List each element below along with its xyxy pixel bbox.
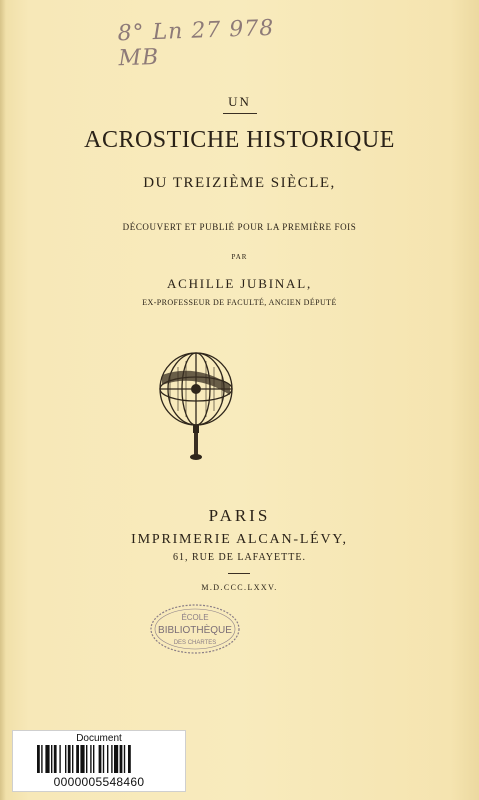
barcode-title: Document <box>76 733 122 744</box>
title-article: UN <box>228 94 251 109</box>
imprint-rule <box>228 573 250 574</box>
page-spine-shadow <box>0 0 6 800</box>
barcode-label <box>12 730 186 792</box>
imprint-year: M.D.CCC.LXXV. <box>201 583 278 592</box>
imprint-address: 61, RUE DE LAFAYETTE. <box>173 552 306 563</box>
stamp-line-2: BIBLIOTHÈQUE <box>158 625 232 636</box>
main-title: ACROSTICHE HISTORIQUE <box>84 127 395 153</box>
imprint-city: PARIS <box>208 506 271 525</box>
stamp-line-3: DES CHARTES <box>173 640 217 646</box>
barcode-number: 0000005548460 <box>53 775 145 789</box>
stamp-line-1: ÉCOLE <box>181 613 209 622</box>
title-description: DÉCOUVERT ET PUBLIÉ POUR LA PREMIÈRE FOIS <box>122 222 357 232</box>
barcode-icon <box>37 745 161 773</box>
imprint-printer: IMPRIMERIE ALCAN-LÉVY, <box>131 532 348 547</box>
subtitle: DU TREIZIÈME SIÈCLE, <box>143 175 336 191</box>
by-label: PAR <box>231 253 248 261</box>
author-role: EX-PROFESSEUR DE FACULTÉ, ANCIEN DÉPUTÉ <box>142 298 337 307</box>
library-stamp <box>149 603 241 655</box>
title-rule <box>223 113 257 114</box>
author-name: ACHILLE JUBINAL, <box>166 276 313 291</box>
armillary-sphere-icon <box>150 345 242 463</box>
handwritten-shelfmark: 8° Ln 27 978 MB <box>117 15 275 72</box>
